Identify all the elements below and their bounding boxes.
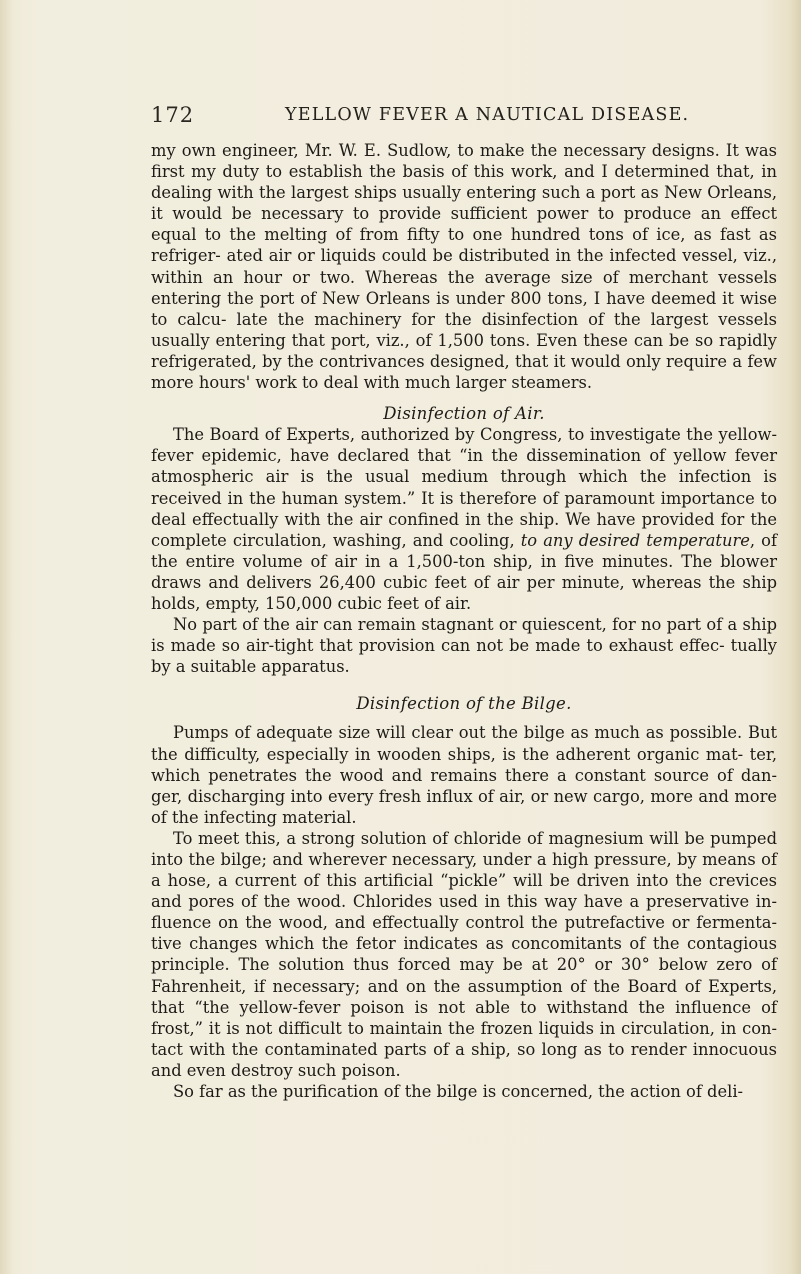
- body-text: [151, 140, 777, 1102]
- emphasis-desired-temperature: to any desired temperature: [520, 530, 750, 550]
- paragraph-air-stagnant: No part of the air can remain stagnant or quiescent, for no part of a ship is made so air-tight that provision can not be made to exhaust effec- tually by a suitable apparatus.: [151, 615, 777, 677]
- paragraph-board-text-2: , of the entire volume of air in a 1,500-ton ship, in five minutes. The blower draws and delivers 26,400 cubic feet of air per minute, whereas the ship holds, empty, 150,000 cubic feet of air.: [151, 530, 777, 613]
- section-heading-air: Disinfection of Air.: [383, 404, 545, 424]
- paragraph-board-of-experts: [151, 424, 777, 614]
- paragraph-pumps: Pumps of adequate size will clear out the bilge as much as possible. But the difficulty, especially in wooden ships, is the adherent organic mat- ter, which penetrates the wood and remains there a constant source of dan- ger, discharging into every fresh influx of air, or new cargo, more and more of the infecting material.: [151, 723, 777, 827]
- paragraph-chloride: To meet this, a strong solution of chloride of magnesium will be pumped into the bilge; and wherever necessary, under a high pressure, by means of a hose, a current of this artificial “pickle” will be driven into the crevices and pores of the wood. Chlorides used in this way have a preservative in- fluence on the wood, and effectually control the putrefactive or fermenta- tive changes which the fetor indicates as concomitants of the contagious principle. The solution thus forced may be at 20° or 30° below zero of Fahrenheit, if necessary; and on the assumption of the Board of Experts, that “the yellow-fever poison is not able to withstand the influence of frost,” it is not difficult to maintain the frozen liquids in circulation, in con- tact with the contaminated parts of a ship, so long as to render innocuous and even destroy such poison.: [151, 828, 777, 1080]
- paragraph-purification: So far as the purification of the bilge is concerned, the action of deli-: [173, 1082, 744, 1102]
- page-number: 172: [151, 103, 195, 127]
- running-title: YELLOW FEVER A NAUTICAL DISEASE.: [285, 105, 690, 125]
- paragraph-board-text-1: The Board of Experts, authorized by Congress, to investigate the yellow- fever epidemic, have declared that “in the dissemination of yellow fever atmospheric air is the usual medium through which the infection is received in the human system.” It is therefore of paramount importance to deal effectually with the air confined in the ship. We have provided for the complete circulation, washing, and cooling,: [151, 425, 777, 550]
- paragraph-engineer: my own engineer, Mr. W. E. Sudlow, to make the necessary designs. It was first my duty to establish the basis of this work, and I determined that, in dealing with the largest ships usually entering such a port as New Orleans, it would be necessary to provide sufficient power to produce an effect equal to the melting of from fifty to one hundred tons of ice, as fast as refriger- ated air or liquids could be distributed in the infected vessel, viz., within an hour or two. Whereas the average size of merchant vessels entering the port of New Orleans is under 800 tons, I have deemed it wise to calcu- late the machinery for the disinfection of the largest vessels usually entering that port, viz., of 1,500 tons. Even these can be so rapidly refrigerated, by the contrivances designed, that it would only require a few more hours' work to deal with much larger steamers.: [151, 141, 777, 393]
- section-heading-bilge: Disinfection of the Bilge.: [356, 694, 572, 714]
- running-head: [151, 103, 765, 133]
